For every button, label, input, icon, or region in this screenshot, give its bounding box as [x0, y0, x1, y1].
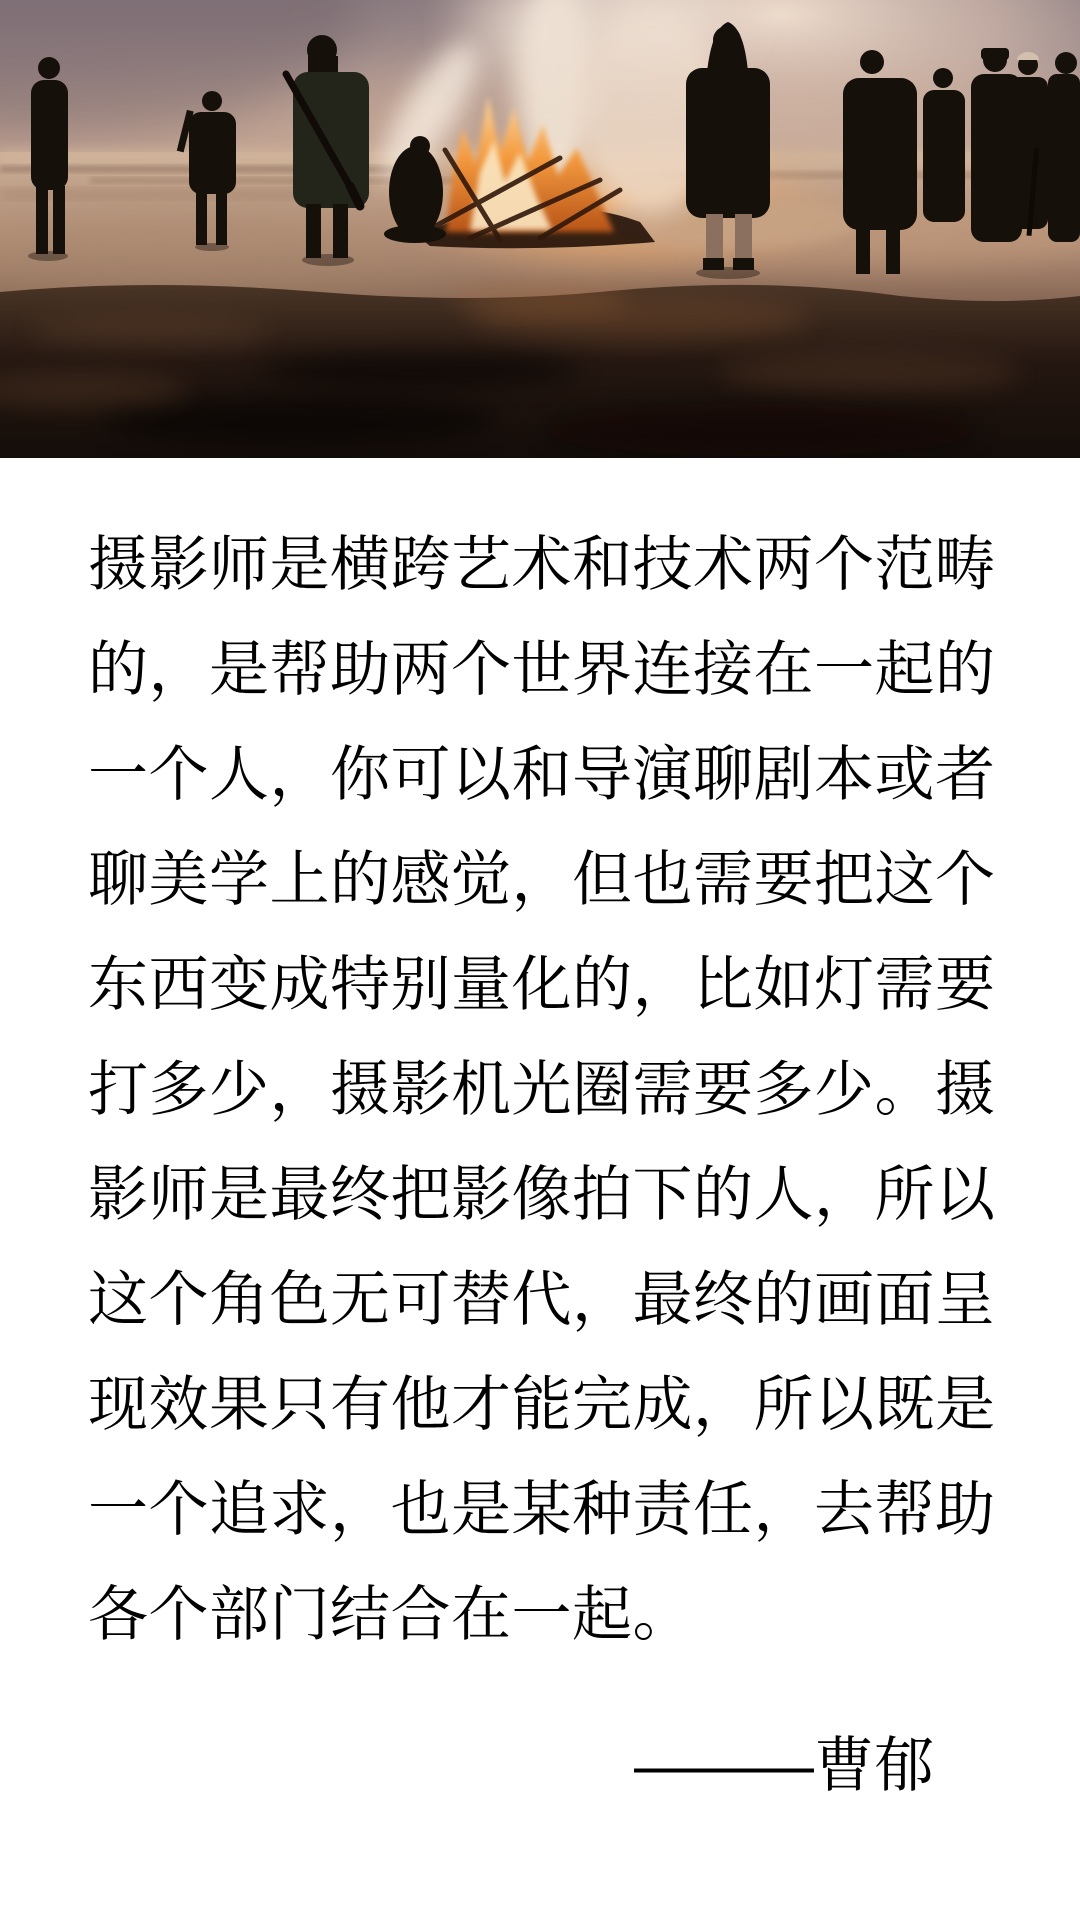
quote-line: 聊美学上的感觉，但也需要把这个: [88, 846, 996, 913]
quote-line: 的，是帮助两个世界连接在一起的: [88, 636, 996, 703]
quote-line: 一个追求，也是某种责任，去帮助: [88, 1476, 996, 1543]
figure-silhouette-edge: [1048, 52, 1080, 242]
quote-text: [88, 512, 996, 1667]
quote-line: 这个角色无可替代，最终的画面呈: [88, 1266, 996, 1333]
quote-line: 各个部门结合在一起。: [88, 1581, 693, 1648]
quote-line: 东西变成特别量化的，比如灯需要: [88, 951, 996, 1018]
figure-silhouette-small: [923, 68, 965, 222]
quote-line: 现效果只有他才能完成，所以既是: [88, 1371, 996, 1438]
figure-silhouette-light-cap: [1009, 52, 1048, 236]
quote-attribution: ———曹郁: [634, 1732, 934, 1799]
quote-line: 打多少，摄影机光圈需要多少。摄: [88, 1056, 996, 1123]
movie-still-photo: [0, 0, 1080, 458]
quote-line: 影师是最终把影像拍下的人，所以: [88, 1161, 996, 1228]
quote-line: 摄影师是横跨艺术和技术两个范畴: [88, 531, 996, 598]
quote-line: 一个人，你可以和导演聊剧本或者: [88, 741, 996, 808]
movie-still-art: [0, 0, 1080, 458]
